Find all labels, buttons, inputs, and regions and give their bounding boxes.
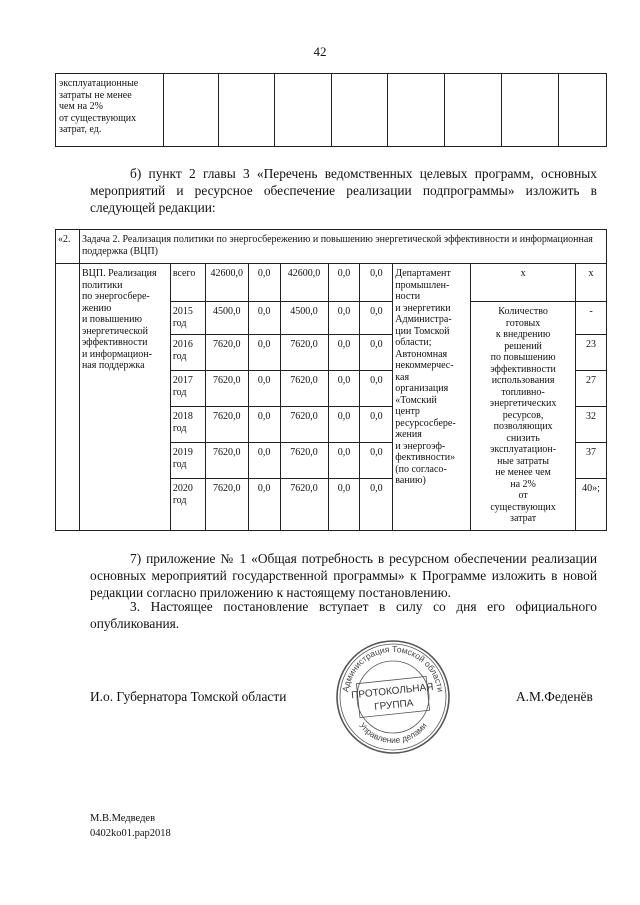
program-table — [55, 229, 607, 531]
indicator-description-line: эксплуатацион- — [490, 444, 557, 455]
cell-other: 0,0 — [360, 479, 393, 531]
cell-local: 0,0 — [328, 407, 360, 443]
indicator-line: от существующих — [59, 112, 137, 124]
row-number: «2. — [56, 230, 80, 264]
cell-regional: 4500,0 — [280, 302, 328, 335]
executor-line: кая — [395, 371, 410, 383]
table-row — [56, 264, 607, 302]
cell-federal: 0,0 — [248, 302, 280, 335]
executor-line: центр — [395, 406, 420, 417]
paragraph-7: 7) приложение № 1 «Общая потребность в ресурсном обеспечении реализации основных мероприятий государственной программы» к Программе изложить в новой редакции согласно приложению к настоящему постановлению. — [90, 551, 597, 600]
continuation-table — [55, 73, 607, 147]
program-name-line: политики — [81, 279, 123, 291]
stamp-ring-top: Администрация Томской области — [340, 643, 446, 693]
signature-position: И.о. Губернатора Томской области — [90, 689, 287, 704]
cell-other: 0,0 — [360, 335, 393, 371]
indicator-description-line: решений — [504, 340, 542, 352]
executor-line: организация — [395, 383, 449, 394]
task-title: Задача 2. Реализация политики по энергосбережению и повышению энергетической эффективности и информационная поддержка (ВЦП) — [79, 230, 606, 264]
cell-local: 0,0 — [328, 302, 360, 335]
indicator-line: чем на 2% — [59, 101, 103, 112]
indicator-description — [471, 302, 576, 531]
executor-line: промышлен- — [395, 279, 450, 291]
indicator-description-line: позволяющих — [493, 421, 553, 432]
cell-federal: 0,0 — [248, 264, 280, 302]
indicator-description-line: топливно- — [501, 386, 545, 398]
protocol-stamp — [334, 638, 452, 756]
executor-line: и энергоэф- — [395, 440, 446, 452]
indicator-description-line: затрат — [510, 513, 537, 524]
cell-local: 0,0 — [328, 479, 360, 531]
cell-local: 0,0 — [328, 264, 360, 302]
indicator-description-line: на 2% — [510, 478, 536, 490]
executor-line: Администра- — [395, 314, 452, 325]
indicator-cell — [56, 74, 164, 147]
executor-line: жения — [395, 429, 422, 440]
executor-line: и энергетики — [395, 302, 451, 314]
executor-line: некоммерчес- — [395, 360, 454, 371]
program-name-line: жению — [81, 302, 112, 314]
indicator-line: эксплуатационные — [59, 78, 139, 89]
cell-other: 0,0 — [360, 302, 393, 335]
program-name — [79, 264, 170, 531]
executor-line: фективности» — [395, 452, 456, 463]
cell-period: 2016 год — [170, 335, 205, 371]
cell-other: 0,0 — [360, 371, 393, 407]
program-name-line: эффективности — [81, 337, 148, 348]
cell-federal: 0,0 — [248, 443, 280, 479]
executor-line: «Томский — [395, 394, 437, 406]
cell-period: 2018 год — [170, 407, 205, 443]
cell-local: 0,0 — [328, 371, 360, 407]
indicator-value: 37 — [575, 443, 606, 479]
cell-total: 7620,0 — [205, 371, 248, 407]
page-number: 42 — [313, 44, 327, 59]
program-name-line: ная поддержка — [81, 360, 145, 371]
indicator-value: - — [575, 302, 606, 335]
executor-line: (по согласо- — [395, 463, 447, 475]
indicator-description-line: использования — [491, 375, 555, 386]
cell-regional: 7620,0 — [280, 335, 328, 371]
indicator-description-line: к внедрению — [495, 329, 551, 340]
cell-other: 0,0 — [360, 264, 393, 302]
indicator-description-line: снизить — [506, 432, 540, 444]
indicator-line: затрат, ед. — [59, 124, 102, 135]
cell-local: 0,0 — [328, 335, 360, 371]
program-name-line: ВЦП. Реализация — [81, 268, 157, 279]
indicator-description-line: существующих — [490, 501, 556, 513]
cell-period: 2017 год — [170, 371, 205, 407]
indicator-description-line: не менее чем — [495, 467, 551, 478]
executor-line: ванию) — [395, 475, 426, 486]
cell-regional: 7620,0 — [280, 443, 328, 479]
footer-code: 0402ko01.pap2018 — [90, 828, 171, 839]
cell-federal: 0,0 — [248, 479, 280, 531]
indicator-description-line: ные затраты — [497, 455, 550, 467]
cell-period: 2019 год — [170, 443, 205, 479]
cell-federal: 0,0 — [248, 371, 280, 407]
indicator-value: 27 — [575, 371, 606, 407]
indicator-description-line: готовых — [505, 317, 541, 329]
cell-total: 7620,0 — [205, 479, 248, 531]
cell-period: всего — [170, 264, 205, 302]
cell-local: 0,0 — [328, 443, 360, 479]
executor — [393, 264, 471, 531]
indicator-value: 40»; — [575, 479, 606, 531]
indicator-description-line: от — [518, 490, 528, 501]
indicator-description-line: Количество — [498, 306, 548, 317]
indicator-description-line: энергетических — [489, 398, 557, 409]
cell-total: 42600,0 — [205, 264, 248, 302]
cell-federal: 0,0 — [248, 335, 280, 371]
executor-line: Автономная — [395, 348, 448, 360]
cell-regional: 7620,0 — [280, 479, 328, 531]
program-name-line: и информацион- — [81, 348, 152, 360]
row-number-blank — [56, 264, 80, 531]
cell-federal: 0,0 — [248, 407, 280, 443]
indicator-description-line: эффективности — [490, 363, 556, 375]
executor-line: ности — [395, 291, 421, 302]
paragraph-b: б) пункт 2 главы 3 «Перечень ведомственных целевых программ, основных мероприятий и ресурсное обеспечение реализации подпрограммы» изложить в следующей редакции: — [90, 166, 597, 215]
cell-regional: 7620,0 — [280, 371, 328, 407]
cell-total: 4500,0 — [205, 302, 248, 335]
signature-name: А.М.Феденёв — [516, 689, 593, 704]
cell-other: 0,0 — [360, 443, 393, 479]
footer-author: М.В.Медведев — [90, 813, 156, 824]
program-name-line: энергетической — [81, 325, 149, 337]
stamp-center-line2: ГРУППА — [373, 697, 414, 713]
indicator-text — [59, 78, 160, 136]
value-header: x — [575, 264, 606, 302]
executor-line: Департамент — [395, 268, 451, 279]
indicator-description-line: по повышению — [490, 352, 556, 363]
cell-total: 7620,0 — [205, 443, 248, 479]
cell-regional: 7620,0 — [280, 407, 328, 443]
cell-regional: 42600,0 — [280, 264, 328, 302]
indicator-description-line: ресурсов, — [502, 409, 544, 421]
executor-line: ции Томской — [395, 325, 450, 337]
executor-line: ресурсосбере- — [395, 417, 456, 429]
stamp-center-line1: ПРОТОКОЛЬНАЯ — [350, 681, 435, 702]
program-name-line: по энергосбере- — [81, 291, 150, 302]
executor-line: области; — [395, 337, 432, 348]
indicator-line: затраты не менее — [59, 89, 132, 101]
program-name-line: и повышению — [81, 314, 142, 325]
indicator-header: x — [471, 264, 576, 302]
paragraph-3: 3. Настоящее постановление вступает в силу со дня его официального опубликования. — [90, 599, 597, 631]
stamp-ring-bottom: Управление делами — [357, 720, 429, 746]
cell-total: 7620,0 — [205, 407, 248, 443]
indicator-value: 23 — [575, 335, 606, 371]
cell-period: 2020 год — [170, 479, 205, 531]
cell-total: 7620,0 — [205, 335, 248, 371]
indicator-value: 32 — [575, 407, 606, 443]
cell-other: 0,0 — [360, 407, 393, 443]
cell-period: 2015 год — [170, 302, 205, 335]
